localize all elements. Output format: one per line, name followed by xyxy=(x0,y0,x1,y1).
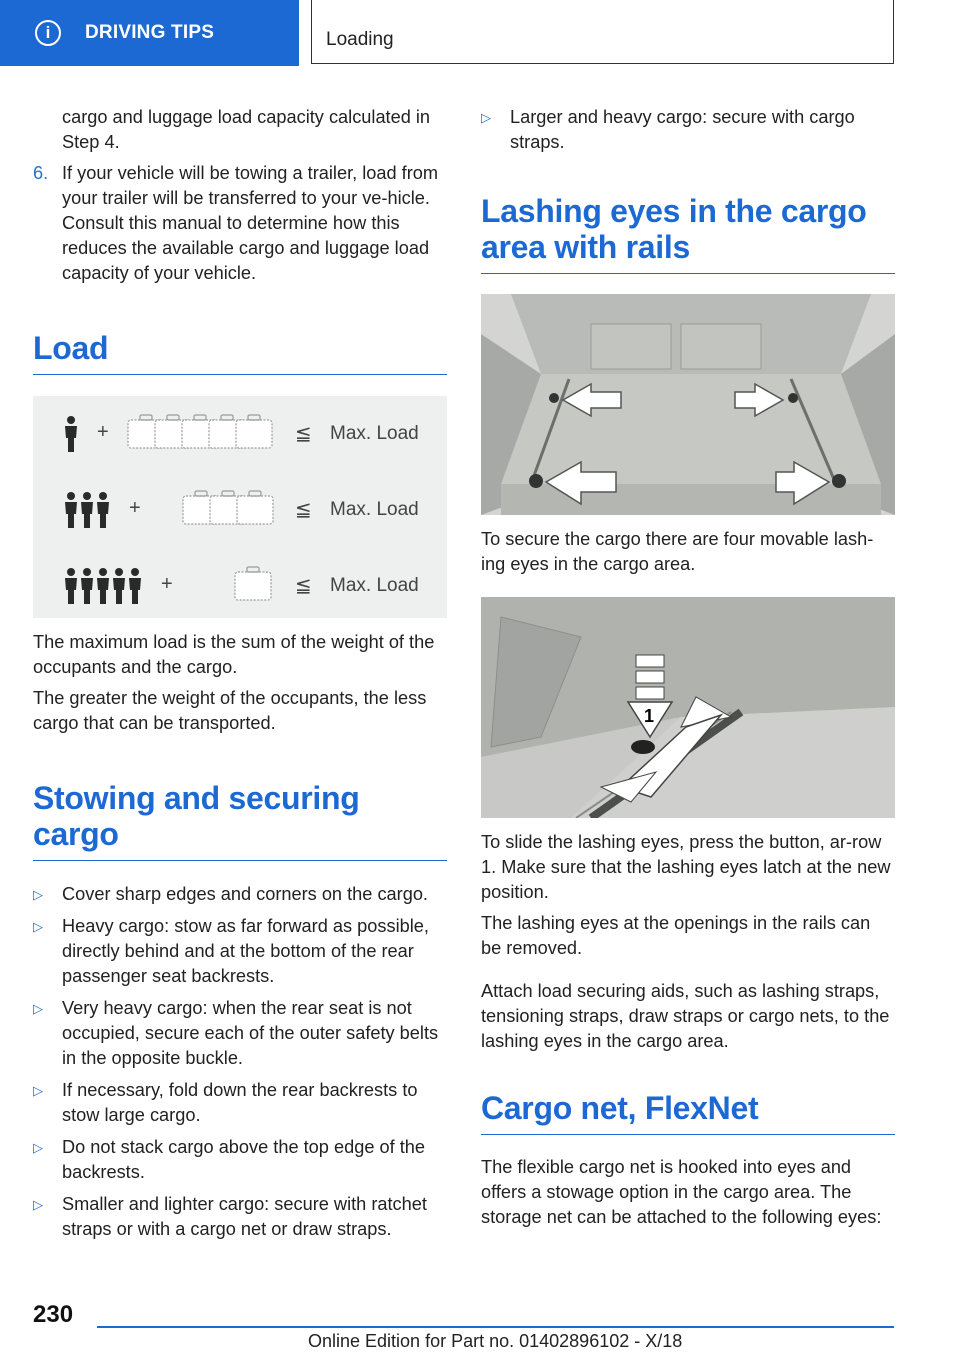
step-6-text: If your vehicle will be towing a trailer, load from your trailer will be transferred to your ve‐hicle. Consult this manual to determine how this reduces the available cargo and luggage load capacity of your vehicle. xyxy=(62,163,439,283)
less-equal-symbol: ≦ xyxy=(295,573,312,597)
plus-sign: + xyxy=(161,573,173,595)
bullet-triangle-icon: ▷ xyxy=(33,887,43,902)
luggage-handle xyxy=(222,491,234,496)
person-icon xyxy=(67,416,75,424)
luggage-icon xyxy=(236,420,272,448)
lashing-paragraph-1: To secure the cargo there are four movable lash‐ing eyes in the cargo area. xyxy=(481,529,874,574)
person-icon xyxy=(83,492,91,500)
person-icon xyxy=(99,568,107,576)
max-load-label: Max. Load xyxy=(330,575,419,596)
bullet-text: If necessary, fold down the rear backrests to stow large cargo. xyxy=(62,1080,418,1125)
bullet-item xyxy=(33,1078,447,1128)
load-heading: Load xyxy=(33,330,447,375)
cargo-net-paragraph: The flexible cargo net is hooked into eyes and offers a stowage option in the cargo area. The storage net can be attached to the following eyes: xyxy=(481,1157,882,1227)
person-icon xyxy=(67,568,75,576)
person-icon xyxy=(131,568,139,576)
luggage-handle xyxy=(140,415,152,420)
cargo-net-heading: Cargo net, FlexNet xyxy=(481,1090,895,1135)
lashing-heading: Lashing eyes in the cargo area with rails xyxy=(481,193,895,274)
load-paragraph-1: The maximum load is the sum of the weight of the occupants and the cargo. xyxy=(33,632,435,677)
luggage-handle xyxy=(167,415,179,420)
bullet-triangle-icon: ▷ xyxy=(481,110,491,125)
person-icon xyxy=(129,578,141,604)
bullet-triangle-icon: ▷ xyxy=(33,1001,43,1016)
luggage-handle xyxy=(248,415,260,420)
info-icon: i xyxy=(35,20,61,46)
bullet-text: Smaller and lighter cargo: secure with ratchet straps or with a cargo net or draw straps. xyxy=(62,1194,427,1239)
load-paragraph-2: The greater the weight of the occupants, the less cargo that can be transported. xyxy=(33,688,427,733)
person-icon xyxy=(65,502,77,528)
bullet-triangle-icon: ▷ xyxy=(33,1083,43,1098)
bullet-item xyxy=(33,996,447,1071)
luggage-icon xyxy=(237,496,273,524)
bullet-item xyxy=(33,914,447,989)
luggage-handle xyxy=(247,567,259,572)
arrow-callout-number: 1 xyxy=(644,706,655,726)
lashing-paragraph-2: To slide the lashing eyes, press the button, ar‐row 1. Make sure that the lashing eyes latch at the new position. xyxy=(481,832,891,902)
luggage-handle xyxy=(194,415,206,420)
step-5-text: cargo and luggage load capacity calculated in Step 4. xyxy=(62,107,431,152)
max-load-label: Max. Load xyxy=(330,423,419,444)
bullet-item xyxy=(481,105,895,155)
person-icon xyxy=(97,502,109,528)
person-icon xyxy=(83,568,91,576)
section-tab xyxy=(0,0,299,66)
edition-note: Online Edition for Part no. 01402896102 - X/18 xyxy=(308,1331,683,1351)
max-load-label: Max. Load xyxy=(330,499,419,520)
person-icon xyxy=(65,578,77,604)
person-icon xyxy=(97,578,109,604)
luggage-handle xyxy=(249,491,261,496)
chapter-box xyxy=(311,0,894,64)
section-label: DRIVING TIPS xyxy=(85,22,215,43)
person-icon xyxy=(81,502,93,528)
person-icon xyxy=(81,578,93,604)
plus-sign: + xyxy=(97,421,109,443)
luggage-handle xyxy=(195,491,207,496)
bullet-triangle-icon: ▷ xyxy=(33,1140,43,1155)
step-number: 6. xyxy=(33,163,49,183)
load-capacity-figure xyxy=(33,396,447,618)
lashing-eye-photo xyxy=(481,597,895,818)
right-column xyxy=(481,105,895,1236)
stowing-heading: Stowing and securing cargo xyxy=(33,780,447,861)
person-icon xyxy=(113,578,125,604)
cargo-area-image xyxy=(481,294,895,515)
bullet-item xyxy=(33,1135,447,1185)
chapter-title: Loading xyxy=(326,29,394,50)
lashing-paragraph-4: Attach load securing aids, such as lashing straps, tensioning straps, draw straps or cargo nets, to the lashing eyes in the cargo area. xyxy=(481,981,890,1051)
person-icon xyxy=(67,492,75,500)
bullet-text: Heavy cargo: stow as far forward as possible, directly behind and at the bottom of the rear passenger seat backrests. xyxy=(62,916,429,986)
less-equal-symbol: ≦ xyxy=(295,421,312,445)
bullet-item xyxy=(33,882,447,907)
luggage-handle xyxy=(221,415,233,420)
less-equal-symbol: ≦ xyxy=(295,497,312,521)
bullet-text: Larger and heavy cargo: secure with cargo straps. xyxy=(510,107,855,152)
person-icon xyxy=(99,492,107,500)
cargo-area-photo xyxy=(481,294,895,515)
lashing-eye-image xyxy=(481,597,895,818)
luggage-icon xyxy=(235,572,271,600)
stowing-bullet-list xyxy=(33,882,447,1242)
step-6 xyxy=(33,161,447,286)
person-icon xyxy=(115,568,123,576)
left-column xyxy=(33,105,447,1249)
load-illustration xyxy=(33,396,447,618)
bullet-item xyxy=(33,1192,447,1242)
lashing-paragraph-3: The lashing eyes at the openings in the rails can be removed. xyxy=(481,913,871,958)
bullet-text: Very heavy cargo: when the rear seat is not occupied, secure each of the outer safety belts in the opposite buckle. xyxy=(62,998,439,1068)
bullet-text: Cover sharp edges and corners on the cargo. xyxy=(62,884,428,904)
page-number: 230 xyxy=(33,1301,74,1328)
step-5-continuation xyxy=(33,105,447,155)
bullet-triangle-icon: ▷ xyxy=(33,919,43,934)
footer-rule xyxy=(97,1326,894,1328)
bullet-triangle-icon: ▷ xyxy=(33,1197,43,1212)
bullet-text: Do not stack cargo above the top edge of the backrests. xyxy=(62,1137,425,1182)
person-icon xyxy=(65,426,77,452)
plus-sign: + xyxy=(129,497,141,519)
